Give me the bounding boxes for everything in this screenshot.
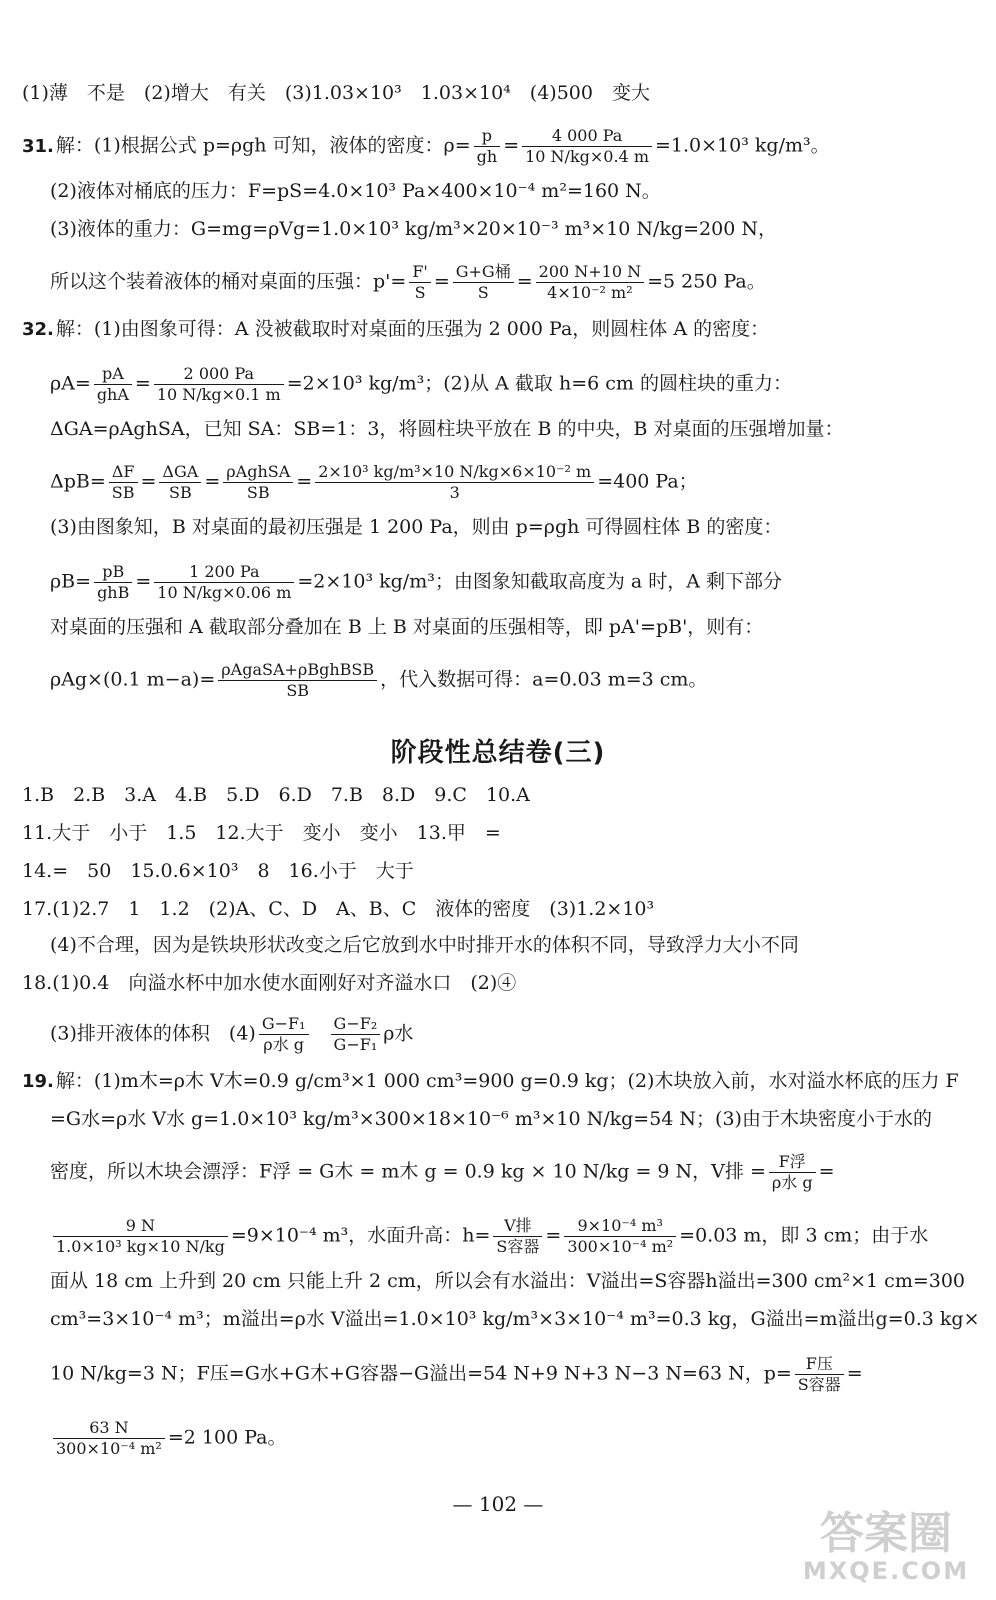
fraction: $\frac{9 N}{\text{1.0×10³ kg×10 N/kg}}$ (53, 1216, 228, 1257)
fraction: $\frac{\text{ΔGA}}{SB}$ (159, 462, 201, 503)
fraction: $\frac{\text{ρAgaSA+ρBghBSB}}{SB}$ (218, 660, 377, 701)
answer-17-line-2: (4)不合理，因为是铁块形状改变之后它放到水中时排开水的体积不同，导致浮力大小不同 (50, 934, 799, 956)
answer-32-line-1: 32. 解：(1)由图象可得：A 没被截取时对桌面的压强为 2 000 Pa，则圆柱体 A 的密度： (22, 318, 770, 340)
fraction: $\frac{p}{gh}$ (474, 126, 501, 167)
answers-14-16: 14.= 50 15.0.6×10³ 8 16.小于 大于 (22, 860, 414, 882)
page-number: — 102 — (452, 1492, 544, 1516)
fraction: $\frac{\text{V排}}{\text{S容器}}$ (493, 1216, 542, 1257)
answer-32-line-2: ρA= $\frac{pA}{\text{ghA}}$ = $\frac{2 000 Pa}{10 N/kg\times 0.1 m}$ =2×10³ kg/m³；(2)从 A 截取 h=6 cm 的圆柱块的重力： (50, 364, 792, 404)
answer-19-line-7: 10 N/kg=3 N；F压=G水+G木+G容器−G溢出=54 N+9 N+3 N−3 N=63 N，p= $\frac{\text{F压}}{\text{S容器}}$ = (50, 1354, 863, 1394)
fraction: $\frac{F'}{S}$ (409, 262, 431, 303)
answer-19-line-2: =G水=ρ水 V水 g=1.0×10³ kg/m³×300×18×10⁻⁶ m³×10 N/kg=54 N；(3)由于木块密度小于水的 (50, 1108, 932, 1130)
answers-multiple-choice: 1.B 2.B 3.A 4.B 5.D 6.D 7.B 8.D 9.C 10.A (22, 784, 530, 806)
fraction: $\frac{2 000 Pa}{10 N/kg\times 0.1 m}$ (154, 364, 284, 405)
answer-32-line-3: ΔGA=ρAghSA，已知 SA：SB=1：3，将圆柱块平放在 B 的中央，B 对桌面的压强增加量： (50, 418, 844, 440)
answer-32-line-5: (3)由图象知，B 对桌面的最初压强是 1 200 Pa，则由 p=ρgh 可得圆柱体 B 的密度： (50, 516, 783, 538)
answer-32-line-4: ΔpB= $\frac{\Delta F}{SB}$ = $\frac{\text{ΔGA}}{SB}$ = $\frac{\text{ρAghSA}}{SB}$ = $\frac{\text{2×10³ kg/m³×10 N/kg×6×10⁻² m}}{3}$ =400 Pa； (50, 462, 698, 502)
fraction: $\frac{\text{G−F₁}}{\text{ρ水 g}}$ (259, 1014, 309, 1055)
fraction: $\frac{\Delta F}{SB}$ (109, 462, 138, 503)
answer-19-line-8: $\frac{63 N}{\text{300×10⁻⁴ m²}}$ =2 100 Pa。 (50, 1418, 982, 1459)
fraction: $\frac{200 N+10 N}{\text{4×10⁻² m²}}$ (536, 262, 644, 303)
answer-32-line-6: ρB= $\frac{pB}{\text{ghB}}$ = $\frac{1 200 Pa}{10 N/kg\times 0.06 m}$ =2×10³ kg/m³；由图象知截取高度为 a 时，A 剩下部分 (50, 562, 782, 602)
fraction: $\frac{\text{G−F₂}}{\text{G−F₁}}$ (331, 1014, 381, 1055)
fraction: $\frac{4 000 Pa}{10 N/kg\times 0.4 m}$ (522, 126, 652, 167)
answer-32-line-7: 对桌面的压强和 A 截取部分叠加在 B 上 B 对桌面的压强相等，即 pA'=pB'，则有： (50, 616, 764, 638)
watermark-logo: 答案圈 MXQE.COM (802, 1508, 970, 1585)
answer-18-line-1: 18.(1)0.4 向溢水杯中加水使水面刚好对齐溢水口 (2)④ (22, 972, 517, 994)
answer-31-line-1: 31. 解：(1)根据公式 p=ρgh 可知，液体的密度：ρ= $\frac{p}{gh}$ = $\frac{4 000 Pa}{10 N/kg\times 0.4 m}$ =1.0×10³ kg/m³。 (22, 126, 830, 166)
fraction: $\frac{pA}{\text{ghA}}$ (94, 364, 132, 405)
answer-19-line-4: $\frac{9 N}{\text{1.0×10³ kg×10 N/kg}}$ =9×10⁻⁴ m³，水面升高：h= $\frac{\text{V排}}{\text{S容器}}$ = $\frac{\text{9×10⁻⁴ m³}}{\text{300×10⁻⁴ m²}}$ =0.03 m，即 3 cm；由于水 (50, 1216, 982, 1257)
answer-19-line-5: 面从 18 cm 上升到 20 cm 只能上升 2 cm，所以会有水溢出：V溢出=S容器h溢出=300 cm²×1 cm=300 (50, 1270, 966, 1292)
fraction: $\frac{\text{F浮}}{\text{ρ水 g}}$ (769, 1152, 816, 1193)
fraction: $\frac{\text{2×10³ kg/m³×10 N/kg×6×10⁻² m}}{3}$ (315, 462, 594, 503)
fraction: $\frac{\text{F压}}{\text{S容器}}$ (795, 1354, 844, 1395)
answer-31-line-2: (2)液体对桶底的压力：F=pS=4.0×10³ Pa×400×10⁻⁴ m²=160 N。 (50, 180, 661, 202)
fraction: $\frac{\text{9×10⁻⁴ m³}}{\text{300×10⁻⁴ m²}}$ (564, 1216, 676, 1257)
answer-31-line-3: (3)液体的重力：G=mg=ρVg=1.0×10³ kg/m³×20×10⁻³ m³×10 N/kg=200 N， (50, 218, 777, 240)
answer-32-line-8: ρAg×(0.1 m−a)= $\frac{\text{ρAgaSA+ρBghBSB}}{SB}$ ，代入数据可得：a=0.03 m=3 cm。 (50, 660, 708, 700)
fraction: $\frac{\text{ρAghSA}}{SB}$ (223, 462, 293, 503)
fraction: $\frac{\text{G+G桶}}{S}$ (453, 262, 514, 303)
answer-31-line-4: 所以这个装着液体的桶对桌面的压强：p'= $\frac{F'}{S}$ = $\frac{\text{G+G桶}}{S}$ = $\frac{200 N+10 N}{\text{4×10⁻² m²}}$ =5 250 Pa。 (50, 262, 766, 302)
answer-19-line-6: cm³=3×10⁻⁴ m³；m溢出=ρ水 V溢出=1.0×10³ kg/m³×3×10⁻⁴ m³=0.3 kg，G溢出=m溢出g=0.3 kg× (50, 1308, 980, 1330)
answer-18-line-2: (3)排开液体的体积 (4) $\frac{\text{G−F₁}}{\text{ρ水 g}}$ $\frac{\text{G−F₂}}{\text{G−F₁}}$ ρ水 (50, 1014, 414, 1054)
answer-19-line-1: 19. 解：(1)m木=ρ木 V木=0.9 g/cm³×1 000 cm³=900 g=0.9 kg；(2)木块放入前，水对溢水杯底的压力 F (22, 1070, 959, 1092)
answer-17-line-1: 17.(1)2.7 1 1.2 (2)A、C、D A、B、C 液体的密度 (3)1.2×10³ (22, 898, 655, 920)
answer-19-line-3: 密度，所以木块会漂浮：F浮 = G木 = m木 g = 0.9 kg × 10 N/kg = 9 N，V排 = $\frac{\text{F浮}}{\text{ρ水 g}}$ = (50, 1152, 835, 1192)
answer-30: (1)薄 不是 (2)增大 有关 (3)1.03×10³ 1.03×10⁴ (4)500 变大 (22, 82, 650, 104)
answers-11-13: 11.大于 小于 1.5 12.大于 变小 变小 13.甲 = (22, 822, 501, 844)
fraction: $\frac{pB}{\text{ghB}}$ (94, 562, 132, 603)
fraction: $\frac{63 N}{\text{300×10⁻⁴ m²}}$ (53, 1418, 165, 1459)
fraction: $\frac{1 200 Pa}{10 N/kg\times 0.06 m}$ (154, 562, 294, 603)
section-title: 阶段性总结卷(三) (390, 738, 606, 768)
